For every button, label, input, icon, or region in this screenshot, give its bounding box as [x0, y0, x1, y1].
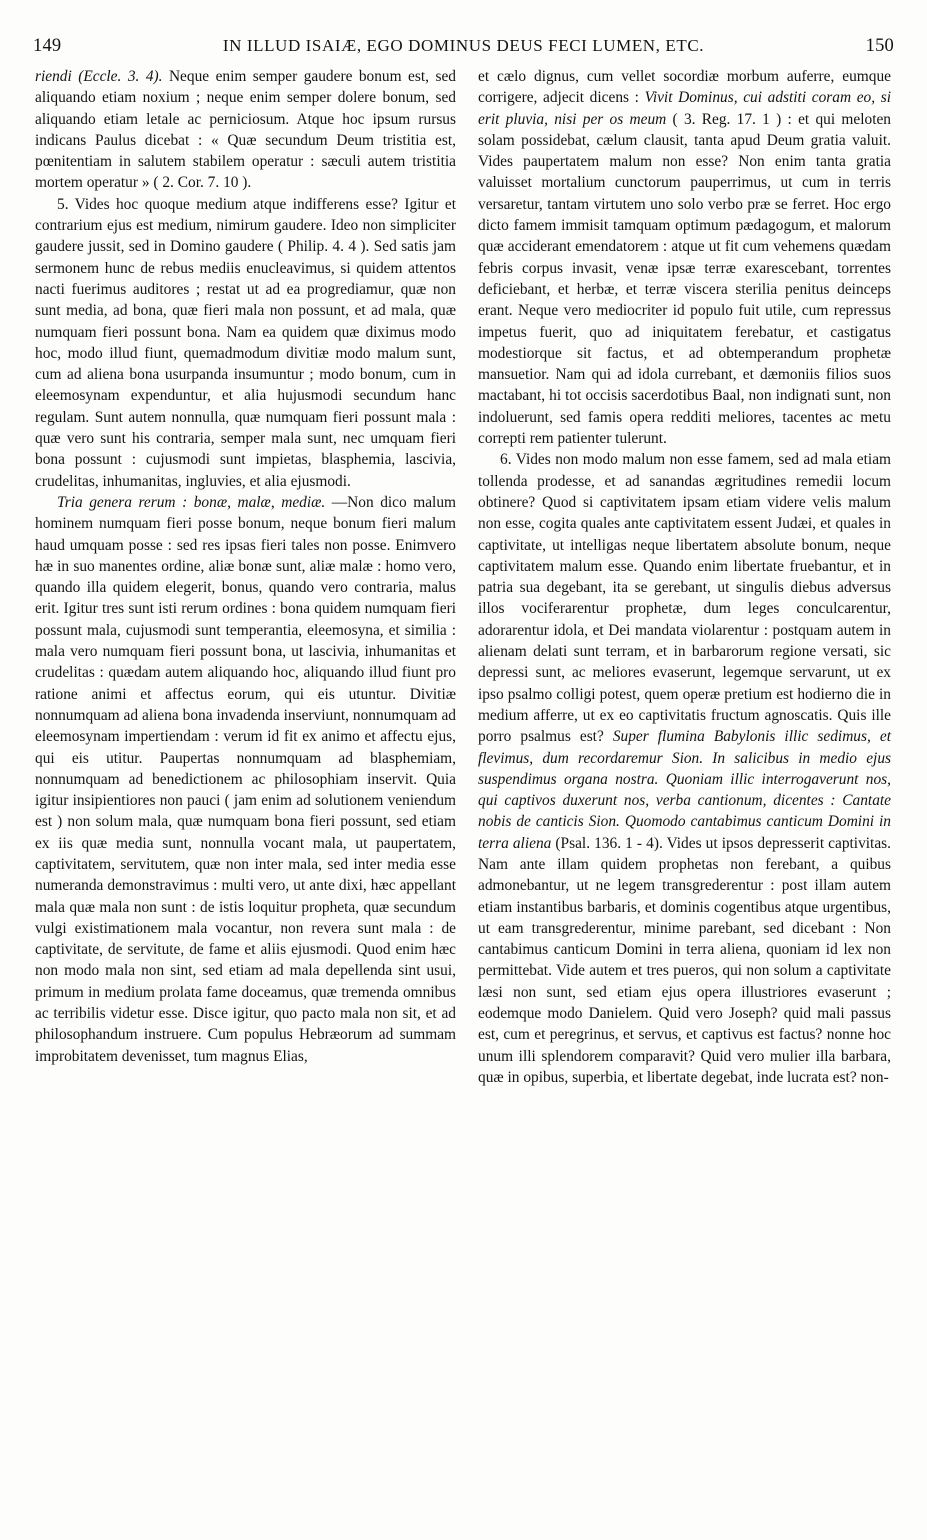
paragraph-text: 6. Vides non modo malum non esse famem, sed ad mala etiam tollenda prodesse, et ad sanandas ægritudines remedii locum obtinere? Quod si captivitatem ipsam etiam videre velis malum non esse, cogita quales ante captivitatem essent Judæi, et quales in captivitate, ut intelligas neque libertatem absolute bonum, neque captivitatem malum esse. Quando enim libertate fruebantur, et in patria sua degebant, ita se gerebant, ut singulis diebus adversus illos vociferarentur prophetæ, dum leges conculcarentur, adorarentur idola, et Dei mandata violarentur : postquam autem in alienam delati sunt terram, et in barbarorum regione versati, sic depressi sunt, ac meliores evaserunt, legemque servarunt, ut ex ipso psalmo colligi potest, quem operæ pretium est hodierno die in medium afferre, ut ex eo captivitatis fructum agnoscatis. Quis ille porro psalmus est? [478, 451, 891, 746]
left-column [35, 66, 456, 1067]
paragraph-text: —Non dico malum hominem numquam fieri posse bonum, neque bonum fieri malum haud umquam posse : sed res ipsas fieri tales non posse. Enimvero hæ in suo manentes ordine, aliæ bonæ sunt, aliæ malæ : homo vero, quando illa quidem elegerit, bonus, quando vero contraria, malus erit. Igitur tres sunt isti rerum ordines : bona quidem numquam fieri possunt mala, cujusmodi sunt temperantia, eleemosyna, et similia : mala vero numquam fieri possunt bona, ut lascivia, inhumanitas et crudelitas : quædam autem aliquando hoc, aliquando illud fiunt pro ratione animi et affectus eorum, qui eis utuntur. Divitiæ nonnumquam ad aliena bona invadenda inserviunt, nonnumquam ad eleemosynam impertiendam : verum id fit ex animo et affectu ejus, qui eis utitur. Paupertas nonnumquam ad blasphemiam, nonnumquam ad benedictionem ac philosophiam inservit. Quia igitur insipientiores non pauci ( jam enim ad solutionem veniendum est ) non solum mala, quæ numquam bona fieri possunt, sed etiam ex iis quæ media sunt, nonnulla vocant mala, ut paupertatem, captivitatem, servitutem, quæ non inter mala, sed inter media esse numeranda demonstravimus : multi vero, ut ante dixi, hæc appellant mala quæ mala non sunt : de istis loquitur propheta, quæ secundum vulgi existimationem mala vocantur, non revera sunt mala : de captivitate, de servitute, de fame et aliis ejusmodi. Quod enim hæc non modo mala non sint, sed etiam ad mala depellenda sint usui, primum in medium prolata fame doceamus, quæ tremenda omnibus ac terribilis videtur esse. Disce igitur, quo pacto mala non sit, et ad philosophandum instruere. Cum populus Hebræorum ad summam improbitatem devenisset, tum magnus Elias, [35, 493, 456, 1065]
paragraph [35, 66, 456, 194]
paragraph-text: et cælo dignus, cum vellet socordiæ morbum auferre, eumque corrigere, adjecit dicens : [478, 68, 891, 107]
paragraph-text: ( 3. Reg. 17. 1 ) : et qui meloten solam possidebat, cælum clausit, tanta apud Deum gratia valuit. Vides paupertatem malum non esse? Non enim tanta gratia valuisset mortalium cunctorum pauperrimus, ut cum in terris versaretur, tantam virtutem uno solo verbo præ se ferret. Hoc ergo dicto famem immisit tamquam optimum pædagogum, et malorum quæ acciderant emendatorem : atque ut fit cum vehemens quædam febris corpus invasit, venæ ipsæ terræ exarescebant, torrentes deficiebant, et herbæ, et terræ viscera sterilia penitus deinceps erant. Neque vero mediocriter id populo fuit utile, cum repressus impetus fuerit, quo ad iniquitatem ferebatur, et castigatus modestiorque sit factus, et ad obtemperandum prophetæ mansuetior. Nam qui ad idola currebant, et dæmoniis filios suos mactabant, hi tot occisis sacerdotibus Baal, non indignati sunt, non indoluerunt, sed famis opera redditi meliores, tacentes ac metu correpti rem patienter tulerunt. [478, 110, 891, 448]
section-heading: Tria genera rerum : bonæ, malæ, mediæ. [57, 493, 326, 511]
paragraph [478, 449, 891, 1088]
page-number-right: 150 [865, 36, 894, 56]
paragraph [35, 194, 456, 492]
psalm-quote: Super flumina Babylonis illic sedimus, et flevimus, dum recordaremur Sion. In salicibus in medio ejus suspendimus organa nostra. Quoniam illic interrogaverunt nos, qui captivos duxerunt nos, verba cantionum, dicentes : Cantate nobis de canticis Sion. Quomodo cantabimus canticum Domini in terra aliena [478, 728, 891, 852]
running-header [33, 36, 894, 64]
page-number-left: 149 [33, 36, 62, 56]
scripture-quote: Vivit Dominus, cui adstiti coram eo, si erit pluvia, nisi per os meum [478, 89, 891, 128]
paragraph-text: Neque enim semper gaudere bonum est, sed aliquando etiam noxium ; neque enim semper dolere bonum, sed aliquando etiam letale ac perniciosum. Atque hoc ipsum rursus indicans Paulus dicebat : « Quæ secundum Deum tristitia est, pœnitentiam in salutem stabilem operatur : sæculi autem tristitia mortem operatur » ( 2. Cor. 7. 10 ). [35, 68, 456, 192]
right-column [478, 66, 891, 1088]
citation: riendi (Eccle. 3. 4). [35, 68, 163, 85]
running-title: IN ILLUD ISAIÆ, EGO DOMINUS DEUS FECI LUMEN, ETC. [222, 36, 705, 55]
paragraph-text: (Psal. 136. 1 - 4). Vides ut ipsos depresserit captivitas. Nam ante illam quidem prophetas non ferebant, a quibus admonebantur, ut ne legem transgrederentur : post illam autem etiam instantibus barbaris, et dominis cogentibus atque urgentibus, ut eam transgrederentur, minime parebant, sed dicebant : Non cantabimus canticum Domini in terra aliena, quoniam id lex non permittebat. Vide autem et tres pueros, qui non solum a captivitate læsi non sunt, sed etiam ejus opera illustriores evaserunt ; eodemque modo Danielem. Quid vero Joseph? quid mali passus est, cum et peregrinus, et servus, et captivus est factus? nonne hoc unum illi splendorem comparavit? Quid vero mulier illa barbara, quæ in opibus, superbia, et libertate degebat, inde lucrata est? non- [478, 834, 891, 1086]
paragraph [478, 66, 891, 449]
paragraph [35, 492, 456, 1067]
paragraph-text: 5. Vides hoc quoque medium atque indifferens esse? Igitur et contrarium ejus est medium, nimirum gaudere. Ideo non simpliciter gaudere jussit, sed in Domino gaudere ( Philip. 4. 4 ). Sed satis jam sermonem hunc de rebus mediis enucleavimus, si quidem attentos nacti fuerimus auditores ; restat ut ad ea progrediamur, quæ non sunt media, ad bona, quæ fieri mala non possunt, et ad mala, quæ numquam fieri possunt bona. Nam ea quidem quæ diximus modo hoc, modo illud fiunt, quemadmodum divitiæ modo malum sunt, cum ad aliena bona usurpanda insumuntur ; modo bonum, cum in eleemosynam expenduntur, et alia hujusmodi secundum hanc regulam. Sunt autem nonnulla, quæ numquam fieri possunt mala : quæ vero sunt his contraria, semper mala sunt, nec umquam fieri bona possunt : cujusmodi sunt impietas, blasphemia, lascivia, crudelitas, inhumanitas, ingluvies, et alia ejusmodi. [35, 195, 456, 490]
